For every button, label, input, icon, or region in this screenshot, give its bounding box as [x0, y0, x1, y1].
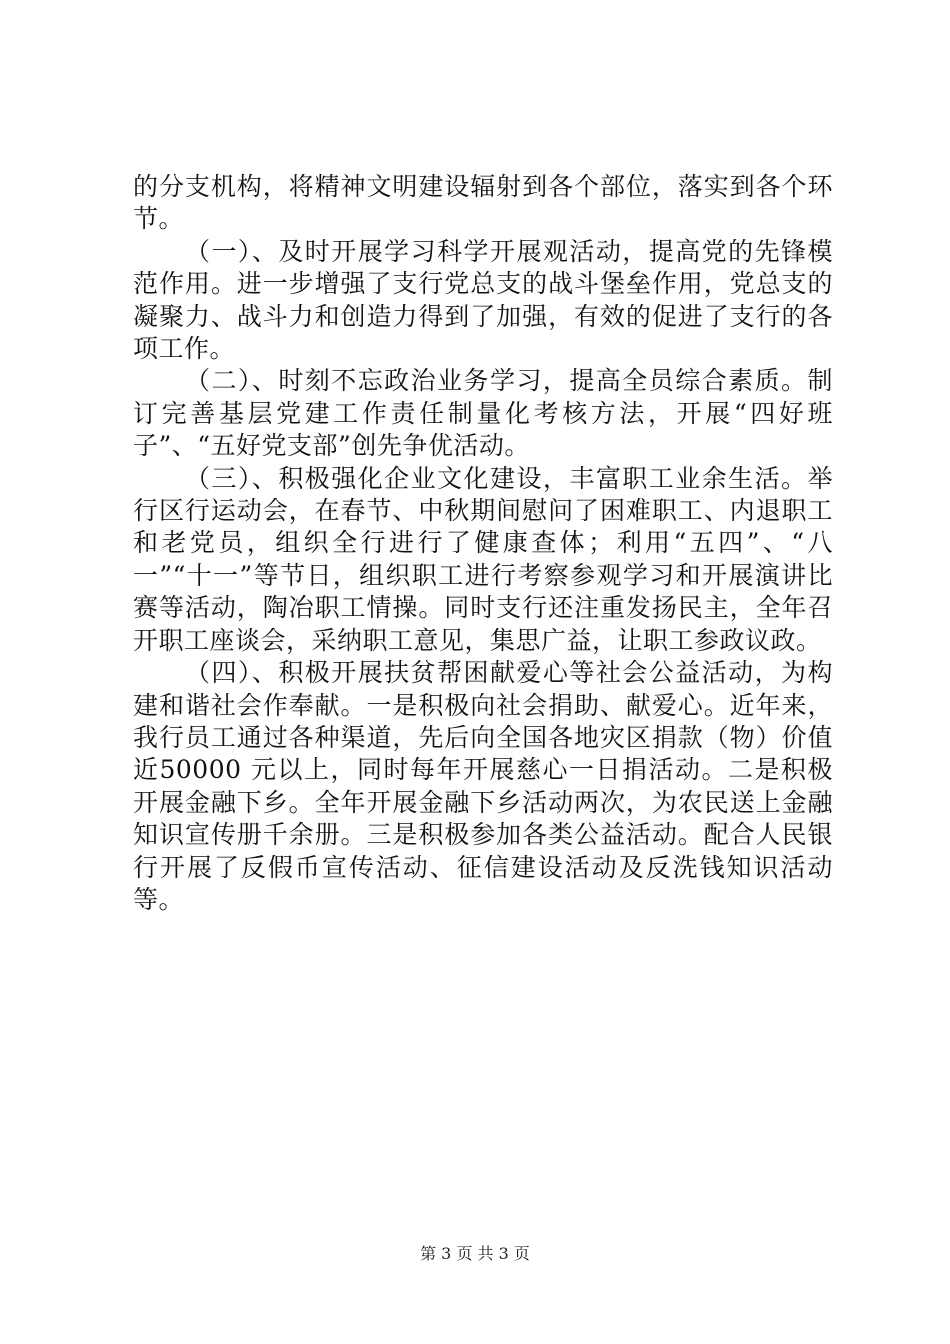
page-footer [0, 1244, 950, 1264]
paragraph-section-2: （二）、时刻不忘政治业务学习，提高全员综合素质。制订完善基层党建工作责任制量化考核方法，开展“四好班子”、“五好党支部”创先争优活动。 [133, 366, 833, 461]
document-body [133, 171, 833, 916]
page-number-label: 第 3 页 共 3 页 [420, 1244, 530, 1263]
paragraph-continuation: 的分支机构，将精神文明建设辐射到各个部位，落实到各个环节。 [133, 172, 833, 234]
paragraph-section-1: （一）、及时开展学习科学开展观活动，提高党的先锋模范作用。进一步增强了支行党总支的战斗堡垒作用，党总支的凝聚力、战斗力和创造力得到了加强，有效的促进了支行的各项工作。 [133, 236, 833, 364]
paragraph-section-3: （三）、积极强化企业文化建设，丰富职工业余生活。举行区行运动会，在春节、中秋期间慰问了困难职工、内退职工和老党员，组织全行进行了健康查体；利用“五四”、“八一”“十一”等节日，组织职工进行考察参观学习和开展演讲比赛等活动，陶冶职工情操。同时支行还注重发扬民主，全年召开职工座谈会，采纳职工意见，集思广益，让职工参政议政。 [133, 463, 833, 655]
paragraph-section-4: （四）、积极开展扶贫帮困献爱心等社会公益活动，为构建和谐社会作奉献。一是积极向社会捐助、献爱心。近年来，我行员工通过各种渠道，先后向全国各地灾区捐款（物）价值近50000 元以上，同时每年开展慈心一日捐活动。二是积极开展金融下乡。全年开展金融下乡活动两次，为农民送上金融知识宣传册千余册。三是积极参加各类公益活动。配合人民银行开展了反假币宣传活动、征信建设活动及反洗钱知识活动等。 [133, 658, 833, 914]
